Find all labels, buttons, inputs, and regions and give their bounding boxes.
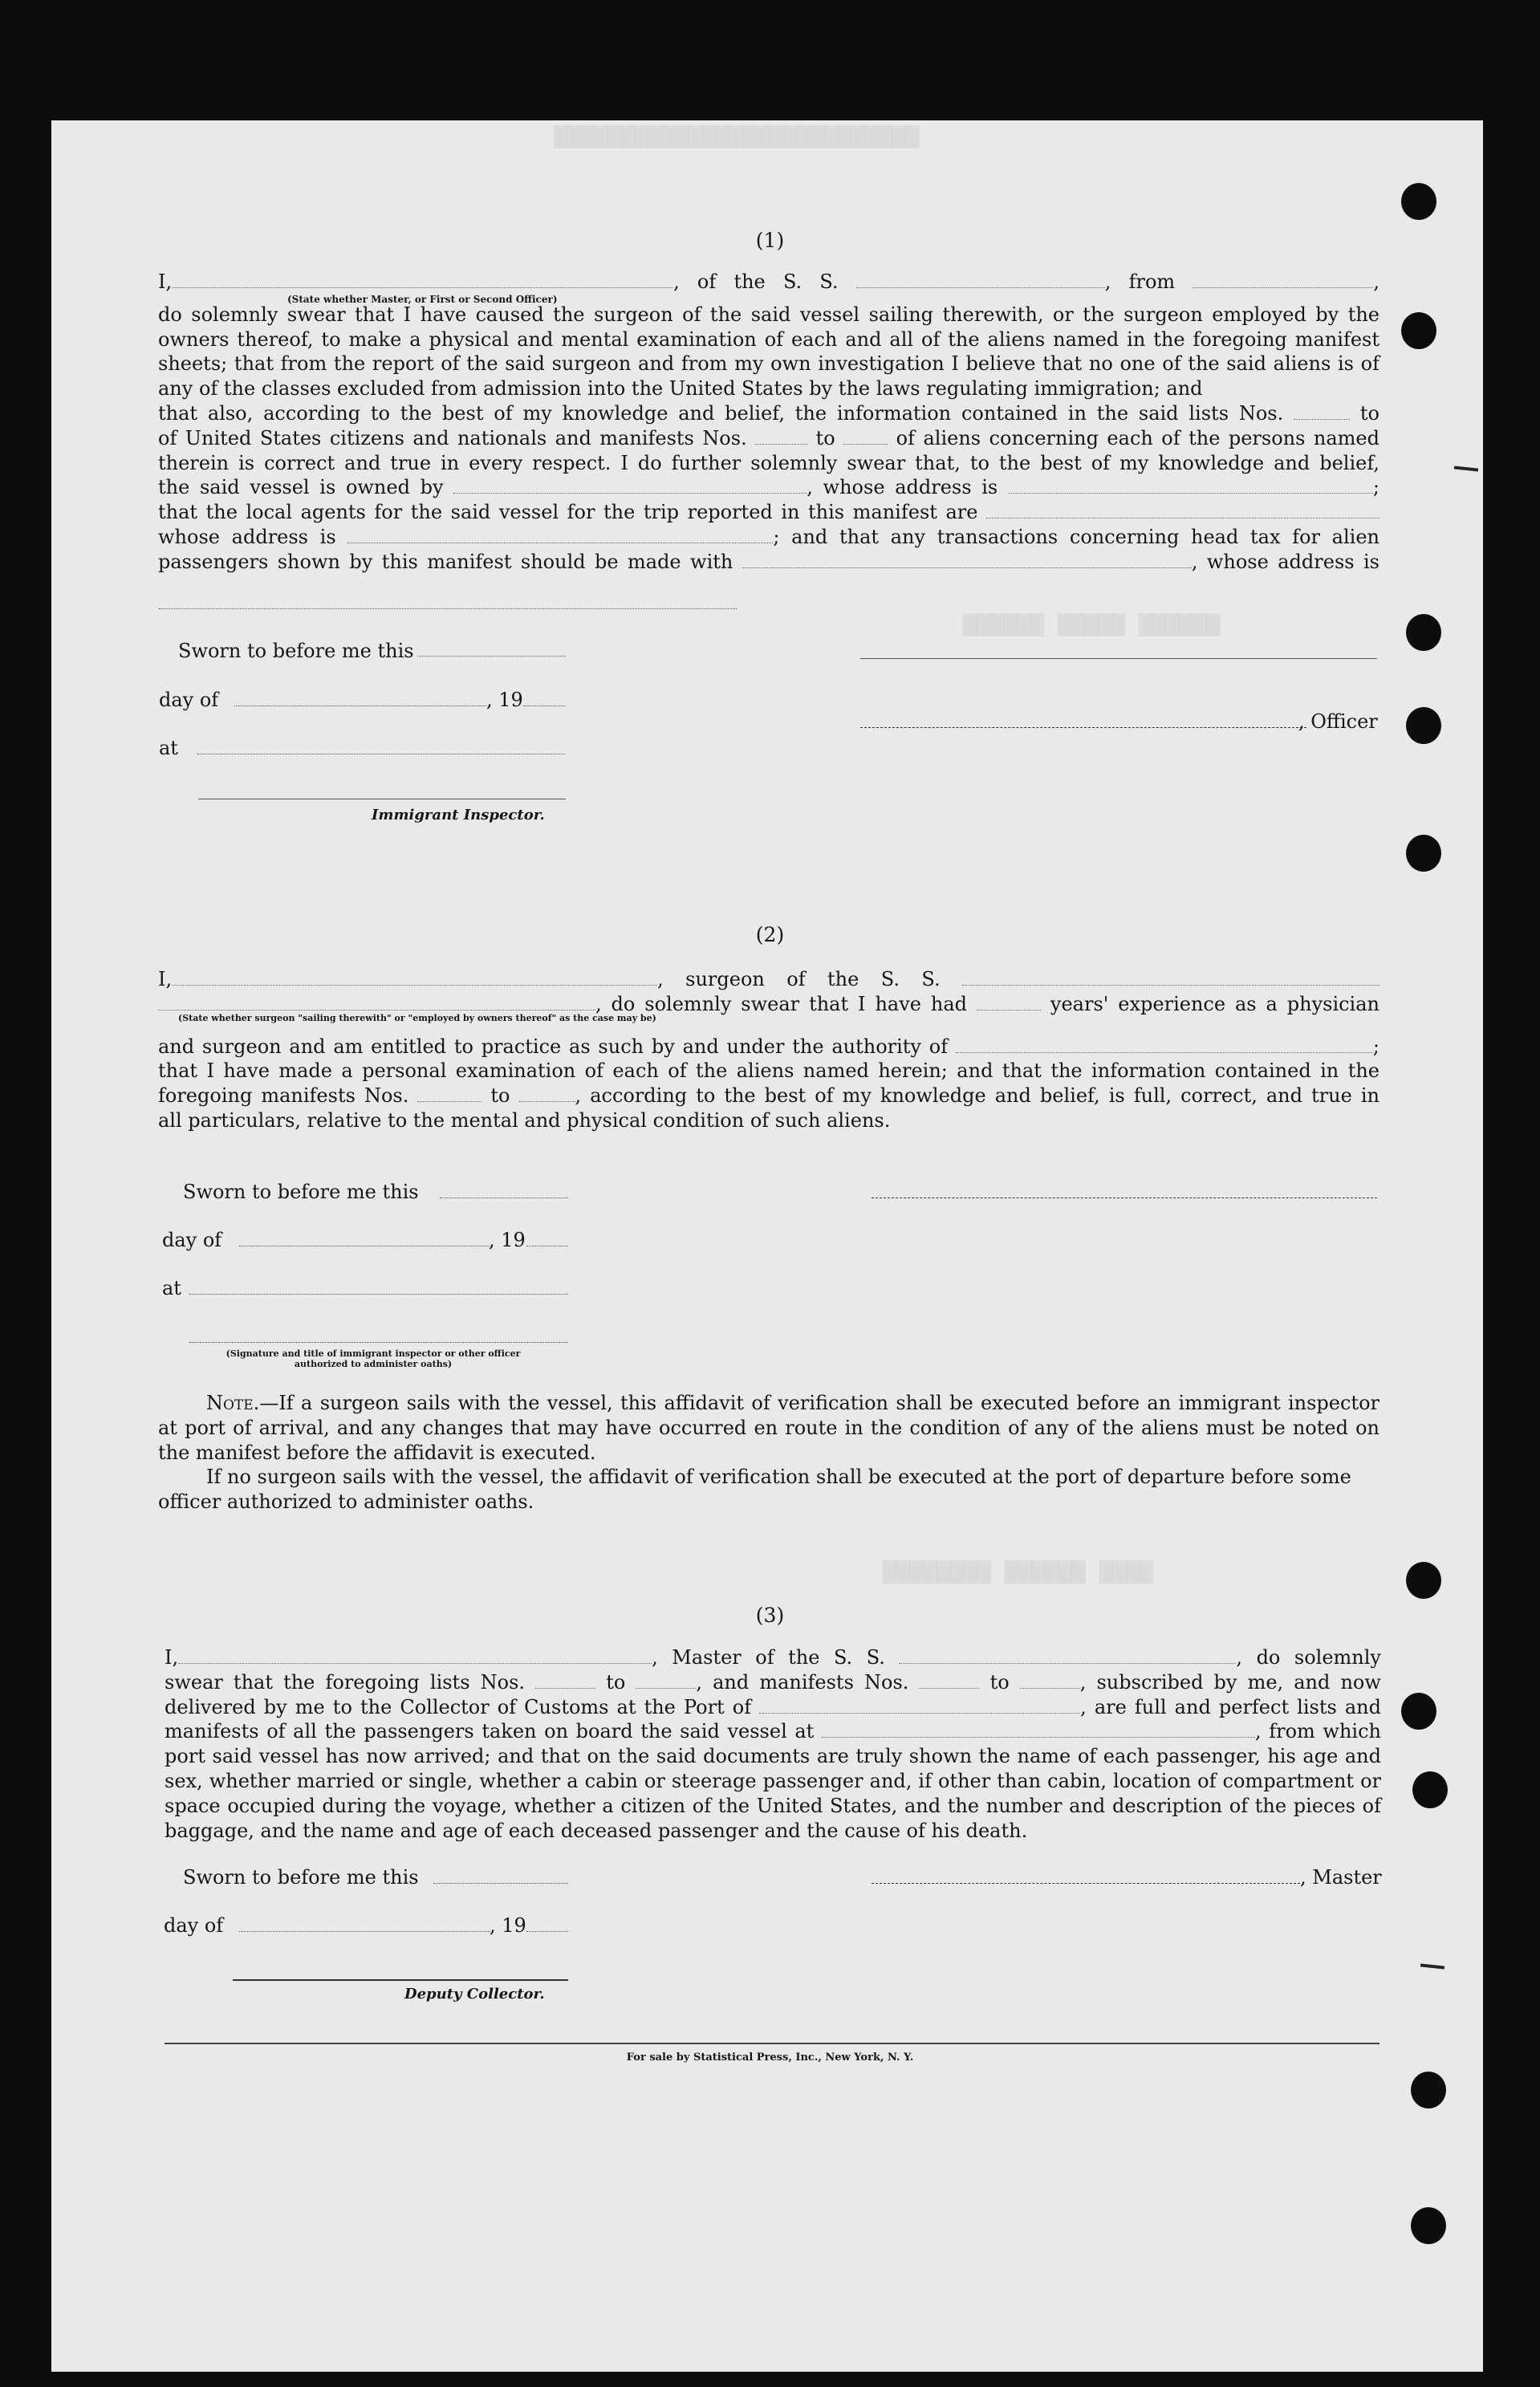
section-3-year-field[interactable]	[526, 1931, 568, 1932]
section-1-sworn-day-field[interactable]	[417, 656, 566, 657]
master-label: , Master	[1300, 1866, 1382, 1889]
binder-hole	[1412, 1771, 1448, 1808]
port-field[interactable]	[759, 1712, 1080, 1714]
bleed-through: ▇▇▇▇▇▇▇▇▇▇▇▇▇▇▇▇▇▇▇▇▇▇▇▇▇▇▇	[554, 122, 920, 148]
surgeon-manifests-to-field[interactable]	[519, 1100, 575, 1102]
section-3-body: port said vessel has now arrived; and that on the said documents are truly shown the name of each passenger, his age and sex, whether married or single, whether a cabin or steerage passenger and, if other than cabin, location of compartment or space occupied during the voyage, whether a citizen of the United States, and the number and description of the pieces of baggage, and the name and age of each deceased passenger and the cause of his death.	[165, 1745, 1381, 1842]
owner-field[interactable]	[453, 492, 807, 494]
binder-hole	[1406, 835, 1441, 872]
binder-hole	[1406, 614, 1441, 651]
section-1-at-label: at	[159, 737, 178, 759]
section-2-at-label: at	[162, 1277, 181, 1299]
section-1-oath-text: do solemnly swear that I have caused the surgeon of the said vessel sailing therewith, or the surgeon employed by the owners thereof, to make a physical and mental examination of each and all of the aliens named in the foregoing manifest sheets; that from the report of the said surgeon and from my own investigation I believe that no one of the said aliens is of any of the classes excluded from admission into the United States by the laws regulating immigration; and	[158, 303, 1379, 401]
section-1-agents-address-line: whose address is ; and that any transactions concerning head tax for alien	[158, 525, 1379, 548]
section-2-dayof-label: day of	[162, 1229, 222, 1251]
section-3-dayof-label: day of	[164, 1914, 224, 1937]
section-2-at-field[interactable]	[189, 1294, 568, 1295]
inspector-label: Immigrant Inspector.	[372, 807, 545, 823]
collector-label: Deputy Collector.	[404, 1986, 545, 2003]
surgeon-vessel-field[interactable]	[962, 984, 1379, 986]
section-2-swear-line: , do solemnly swear that I have had years' experience as a physician	[158, 992, 1379, 1017]
manifests-to-field[interactable]	[843, 443, 888, 445]
section-3-year-label: , 19	[490, 1914, 526, 1937]
section-1-owner-line: the said vessel is owned by , whose address is ;	[158, 476, 1379, 499]
section-3-lists-line: swear that the foregoing lists Nos. to , and manifests Nos. to , subscribed by me, and now	[165, 1670, 1381, 1694]
surgeon-note: (State whether surgeon "sailing therewith" or "employed by owners thereof" as the case may be)	[178, 1013, 656, 1023]
binder-hole	[1411, 2072, 1446, 2108]
owner-address-field[interactable]	[1008, 492, 1373, 494]
note-label: Note.	[206, 1392, 260, 1414]
vessel-name-field[interactable]	[856, 287, 1105, 288]
section-1-sworn-label: Sworn to before me this	[178, 640, 414, 662]
master-lists-from-field[interactable]	[535, 1687, 595, 1689]
section-2-number: (2)	[755, 923, 785, 946]
section-1-text	[158, 270, 1379, 575]
agents-field[interactable]	[986, 517, 1379, 518]
officer-label: , Officer	[1298, 710, 1378, 733]
bleed-through: ▇▇▇▇▇▇▇▇ ▇▇▇▇▇▇ ▇▇▇▇	[883, 1557, 1154, 1584]
section-1-manifests-line: of United States citizens and nationals and manifests Nos. to of aliens concerning each of the persons named	[158, 426, 1379, 449]
section-1-lists-line: that also, according to the best of my knowledge and belief, the information contained in the said lists Nos. to	[158, 401, 1379, 425]
head-tax-agent-field[interactable]	[742, 567, 1192, 568]
section-1-number: (1)	[755, 229, 785, 252]
section-1-signature-line[interactable]	[860, 658, 1377, 659]
binder-hole	[1406, 1562, 1441, 1599]
bleed-through: ▇▇▇▇▇▇ ▇▇▇▇▇ ▇▇▇▇▇▇	[963, 610, 1221, 636]
years-field[interactable]	[977, 1009, 1041, 1011]
section-3-number: (3)	[755, 1604, 785, 1627]
head-tax-address-field[interactable]	[159, 608, 737, 609]
section-3-sworn-day-field[interactable]	[433, 1883, 568, 1884]
section-3-manifests-line: manifests of all the passengers taken on board the said vessel at , from which	[165, 1720, 1381, 1743]
lists-from-field[interactable]	[1294, 418, 1350, 420]
from-port-field[interactable]	[1193, 287, 1373, 288]
signature-note: (Signature and title of immigrant inspector or other officer authorized to administer oaths)	[226, 1348, 521, 1369]
master-manifests-to-field[interactable]	[1020, 1687, 1080, 1689]
section-3-delivered-line: delivered by me to the Collector of Customs at the Port of , are full and perfect lists and	[165, 1695, 1381, 1718]
section-3-intro-line: I, , Master of the S. S. , do solemnly	[165, 1646, 1381, 1669]
agents-address-field[interactable]	[347, 542, 773, 543]
section-1-intro-line: I, , of the S. S. , from ,	[158, 270, 1379, 293]
section-2-foregoing-line: foregoing manifests Nos. to , according to the best of my knowledge and belief, is full, correct, and true in	[158, 1084, 1379, 1108]
section-1-further-line: therein is correct and true in every respect. I do further solemnly swear that, to the best of my knowledge and belief,	[158, 451, 1379, 474]
master-signature-line[interactable]	[872, 1883, 1300, 1884]
surgeon-status-field[interactable]	[158, 1009, 595, 1011]
binder-hole	[1411, 2207, 1446, 2244]
section-2-authority-line: and surgeon and am entitled to practice as such by and under the authority of ;	[158, 1035, 1379, 1058]
binder-hole	[1401, 312, 1436, 349]
master-vessel-field[interactable]	[899, 1662, 1236, 1664]
boarding-port-field[interactable]	[822, 1736, 1255, 1738]
section-1-agents-line: that the local agents for the said vessel for the trip reported in this manifest are	[158, 500, 1379, 525]
section-2-text	[158, 967, 1379, 1133]
surgeon-manifests-from-field[interactable]	[417, 1100, 482, 1102]
footer-rule	[165, 2043, 1379, 2044]
section-3-sworn-label: Sworn to before me this	[183, 1866, 419, 1889]
master-manifests-from-field[interactable]	[919, 1687, 979, 1689]
section-2-signature-line[interactable]	[189, 1342, 568, 1343]
binder-hole	[1401, 183, 1436, 220]
officer-signature-line[interactable]	[860, 727, 1306, 728]
authority-field[interactable]	[956, 1051, 1373, 1053]
binder-hole	[1406, 707, 1441, 744]
section-3-month-field[interactable]	[239, 1931, 490, 1932]
officer-name-field[interactable]	[172, 287, 673, 288]
section-2-particulars-line: all particulars, relative to the mental and physical condition of such aliens.	[158, 1108, 891, 1132]
officer-note: (State whether Master, or First or Second Officer)	[287, 294, 558, 305]
section-2-examination-line: that I have made a personal examination of each of the aliens named herein; and that the information contained in the	[158, 1059, 1379, 1083]
section-2-intro-line: I, , surgeon of the S. S.	[158, 967, 1379, 992]
section-2-year-label: , 19	[489, 1229, 526, 1251]
binder-hole	[1401, 1693, 1436, 1730]
section-1-passengers-line: passengers shown by this manifest should be made with , whose address is	[158, 550, 1379, 573]
collector-signature-line[interactable]	[233, 1979, 568, 1981]
section-2-sworn-label: Sworn to before me this	[183, 1181, 419, 1203]
manifests-from-field[interactable]	[755, 443, 807, 445]
section-3-text	[165, 1645, 1381, 1843]
master-lists-to-field[interactable]	[636, 1687, 696, 1689]
section-1-year-label: , 19	[486, 689, 523, 711]
surgeon-name-field[interactable]	[172, 984, 657, 986]
master-name-field[interactable]	[178, 1662, 652, 1664]
section-1-dayof-label: day of	[159, 689, 219, 711]
section-2-note: Note.—If a surgeon sails with the vessel, this affidavit of verification shall be executed before an immigrant inspector at port of arrival, and any changes that may have occurred en route in the condition of any of the aliens must be noted on the manifest before the affidavit is executed. If no surgeon sails with the vessel, the affidavit of verification shall be executed at the port of departure before some officer authorized to administer oaths.	[158, 1392, 1379, 1514]
footer-text: For sale by Statistical Press, Inc., New York, N. Y.	[626, 2052, 914, 2064]
